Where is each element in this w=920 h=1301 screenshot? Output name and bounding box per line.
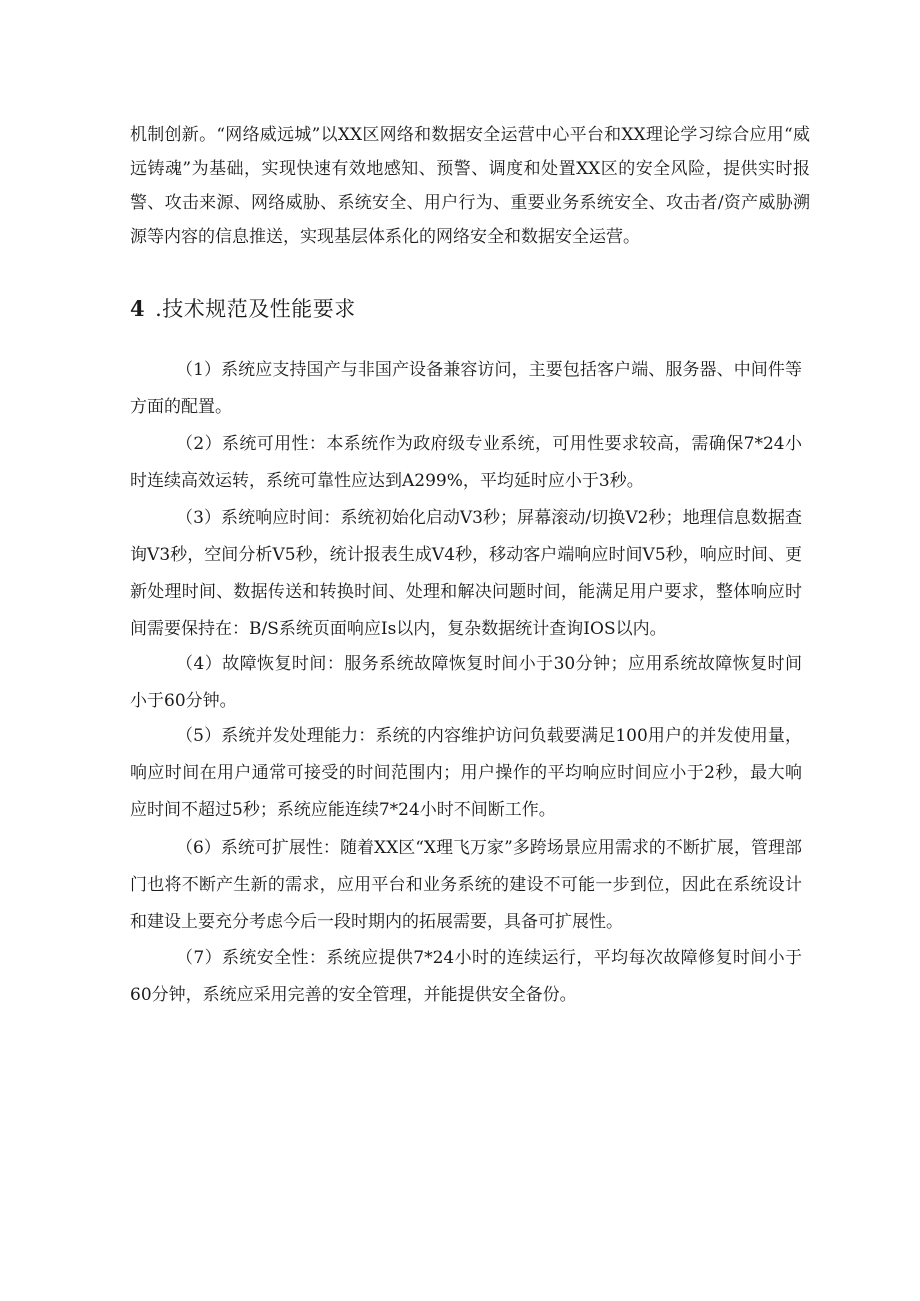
section-heading (130, 292, 356, 326)
section-title: .技术规范及性能要求 (155, 297, 356, 321)
requirement-item: （7）系统安全性：系统应提供7*24小时的连续运行，平均每次故障修复时间小于60分钟，系统应采用完善的安全管理，并能提供安全备份。 (130, 948, 802, 1005)
intro-paragraph: 机制创新。“网络威远城”以XX区网络和数据安全运营中心平台和XX理论学习综合应用“威远铸魂”为基础，实现快速有效地感知、预警、调度和处置XX区的安全风险，提供实时报警、攻击来源、网络威胁、系统安全、用户行为、重要业务系统安全、攻击者/资产威胁溯源等内容的信息推送，实现基层体系化的网络安全和数据安全运营。 (130, 125, 810, 247)
requirement-item: （4）故障恢复时间：服务系统故障恢复时间小于30分钟；应用系统故障恢复时间小于60分钟。 (130, 654, 802, 711)
requirement-item: （3）系统响应时间：系统初始化启动V3秒；屏幕滚动/切换V2秒；地理信息数据查询V3秒，空间分析V5秒，统计报表生成V4秒，移动客户端响应时间V5秒，响应时间、更新处理时间、数据传送和转换时间、处理和解决问题时间，能满足用户要求，整体响应时间需要保持在：B/S系统页面响应Is以内，复杂数据统计查询IOS以内。 (130, 508, 802, 639)
requirement-item: （2）系统可用性：本系统作为政府级专业系统，可用性要求较高，需确保7*24小时连续高效运转，系统可靠性应达到A299%，平均延时应小于3秒。 (130, 434, 802, 491)
section-number: 4 (130, 296, 146, 321)
requirement-item: （5）系统并发处理能力：系统的内容维护访问负载要满足100用户的并发使用量，响应时间在用户通常可接受的时间范围内；用户操作的平均响应时间应小于2秒，最大响应时间不超过5秒；系统应能连续7*24小时不间断工作。 (130, 726, 802, 820)
requirement-item: （6）系统可扩展性：随着XX区“X理飞万家”多跨场景应用需求的不断扩展，管理部门也将不断产生新的需求，应用平台和业务系统的建设不可能一步到位，因此在系统设计和建设上要充分考虑今后一段时期内的拓展需要，具备可扩展性。 (130, 838, 802, 932)
requirement-item: （1）系统应支持国产与非国产设备兼容访问，主要包括客户端、服务器、中间件等方面的配置。 (130, 360, 802, 417)
